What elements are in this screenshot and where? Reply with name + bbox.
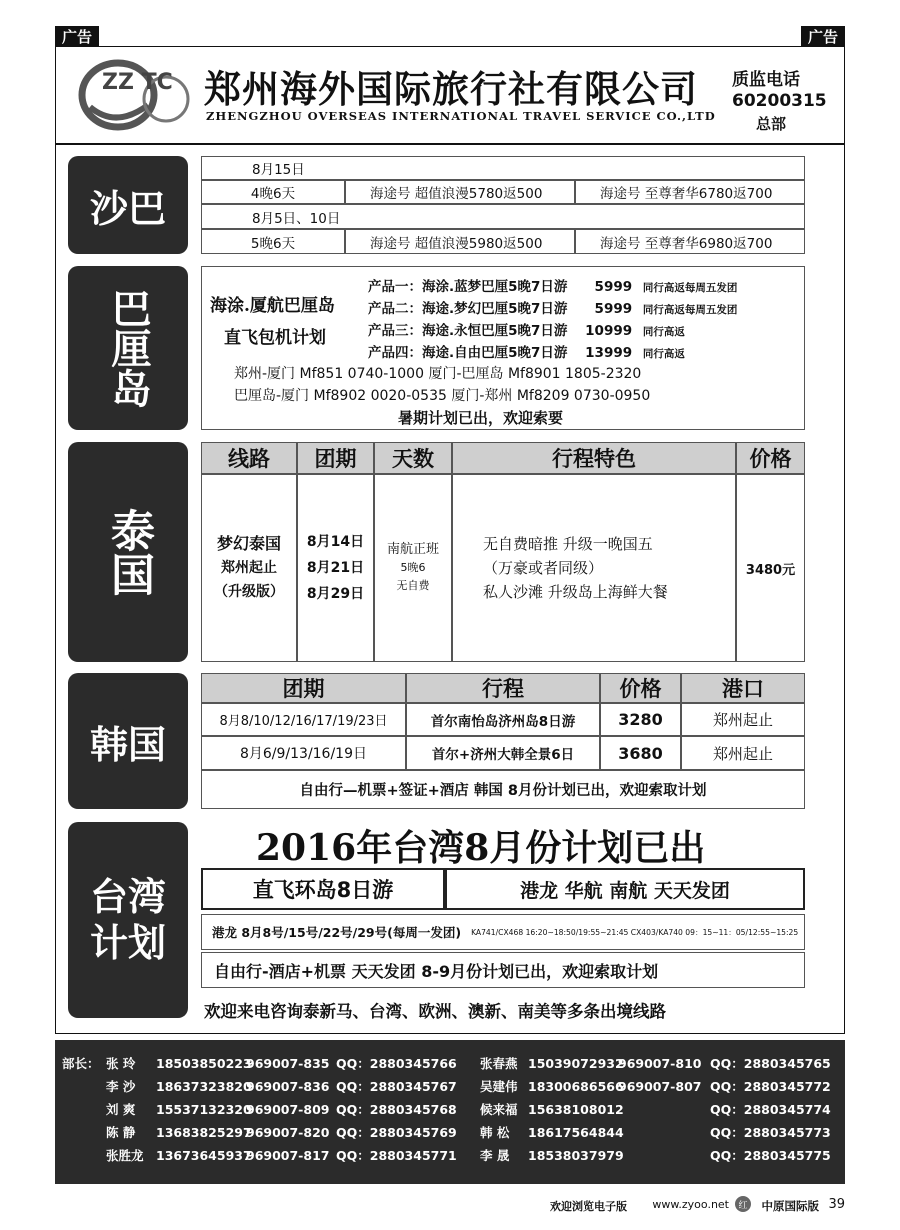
bali-flights-1: 郑州-厦门 Mf851 0740-1000 厦门-巴厘岛 Mf8901 1805-2320 <box>234 366 642 382</box>
section-title-sabah: 沙巴 <box>68 156 188 254</box>
korea-row1-route: 首尔南怡岛济州岛8日游 <box>406 703 600 736</box>
bali-product-2: 产品二：海途.梦幻巴厘5晚7日游 5999 同行高返每周五发团 <box>368 301 738 317</box>
korea-row1-price: 3280 <box>600 703 681 736</box>
thai-features: 无自费暗推 升级一晚国五 （万豪或者同级） 私人沙滩 升级岛上海鲜大餐 <box>452 474 736 662</box>
thai-header-features: 行程特色 <box>452 442 736 474</box>
sabah-row1-a: 海途号 超值浪漫5780返500 <box>345 180 575 204</box>
company-name-en: ZHENGZHOU OVERSEAS INTERNATIONAL TRAVEL SERVICE CO.,LTD <box>206 109 716 123</box>
header-banner <box>55 46 845 144</box>
section-title-bali: 巴厘岛 <box>68 266 188 430</box>
contact-row: 韩 松 18617564844 QQ：2880345773 <box>480 1125 831 1140</box>
footer-edition: 中原国际版 <box>761 1199 819 1213</box>
thai-price: 3480元 <box>736 474 805 662</box>
sabah-row2-b: 海途号 至尊奢华6980返700 <box>575 229 805 254</box>
sabah-row2-days: 5晚6天 <box>201 229 345 254</box>
company-logo-icon <box>76 55 196 135</box>
contact-row: 李 晟 18538037979 QQ：2880345775 <box>480 1148 831 1163</box>
bali-product-3: 产品三：海途.永恒巴厘5晚7日游 10999 同行高返 <box>368 323 685 339</box>
sabah-row1-days: 4晚6天 <box>201 180 345 204</box>
sabah-date1: 8月15日 <box>201 156 805 180</box>
korea-row2-price: 3680 <box>600 736 681 770</box>
ad-tag-right: 广告 <box>801 26 845 46</box>
korea-header-route: 行程 <box>406 673 600 703</box>
bali-product-4: 产品四：海途.自由巴厘5晚7日游 13999 同行高返 <box>368 345 685 361</box>
korea-row2-route: 首尔+济州大韩全景6日 <box>406 736 600 770</box>
contact-row: 张春燕 15039072932969007-810 QQ：2880345765 <box>480 1056 831 1071</box>
korea-header-price: 价格 <box>600 673 681 703</box>
bali-footer: 暑期计划已出，欢迎索要 <box>398 409 564 427</box>
thai-route: 梦幻泰国 郑州起止 （升级版） <box>201 474 297 662</box>
company-name-cn: 郑州海外国际旅行社有限公司 <box>204 67 698 111</box>
taiwan-box-left: 直飞环岛8日游 <box>201 868 445 910</box>
korea-footer: 自由行—机票+签证+酒店 韩国 8月份计划已出，欢迎索取计划 <box>201 770 805 809</box>
page-footer <box>55 1190 845 1220</box>
footer-url[interactable]: www.zyoo.net <box>652 1198 729 1211</box>
bali-box <box>201 266 805 430</box>
taiwan-flight-row: 港龙 8月8号/15号/22号/29号(每周一发团) KA741/CX468 16:20~18:50/19:55~21:45 CX403/KA740 09：15~11：05/12:55~15:25 <box>201 914 805 950</box>
thai-header-price: 价格 <box>736 442 805 474</box>
contact-row: 部长： 张 玲 18503850223969007-835 QQ：2880345766 <box>62 1056 457 1071</box>
taiwan-headline: 2016年台湾8月份计划已出 <box>256 827 706 869</box>
taiwan-free-row: 自由行-酒店+机票 天天发团 8-9月份计划已出，欢迎索取计划 <box>201 952 805 988</box>
logo-letters: ZZ TC <box>102 70 173 95</box>
korea-row2-dates: 8月6/9/13/16/19日 <box>201 736 406 770</box>
ad-tag-left: 广告 <box>55 26 99 46</box>
korea-header-dates: 团期 <box>201 673 406 703</box>
contact-row: 候来福 15638108012 QQ：2880345774 <box>480 1102 831 1117</box>
contacts-left <box>62 1052 472 1167</box>
section-title-thailand: 泰国 <box>68 442 188 662</box>
korea-row2-port: 郑州起止 <box>681 736 805 770</box>
footer-badge-icon: 红 <box>735 1196 751 1212</box>
korea-header-port: 港口 <box>681 673 805 703</box>
contact-row: 陈 静 13683825297969007-820 QQ：2880345769 <box>106 1125 457 1140</box>
bali-product-1: 产品一：海涂.蓝梦巴厘5晚7日游 5999 同行高返每周五发团 <box>368 279 738 295</box>
bali-left-title: 海涂.厦航巴厘岛 <box>210 296 335 316</box>
contact-row: 张胜龙 13673645937969007-817 QQ：2880345771 <box>106 1148 457 1163</box>
hotline-label: 质监电话 <box>732 70 800 90</box>
sabah-row1-b: 海途号 至尊奢华6780返700 <box>575 180 805 204</box>
section-title-taiwan: 台湾计划 <box>68 822 188 1018</box>
thai-header-route: 线路 <box>201 442 297 474</box>
sabah-date2: 8月5日、10日 <box>201 204 805 229</box>
thai-header-days: 天数 <box>374 442 452 474</box>
bali-flights-2: 巴厘岛-厦门 Mf8902 0020-0535 厦门-郑州 Mf8209 0730-0950 <box>234 388 651 404</box>
taiwan-welcome: 欢迎来电咨询泰新马、台湾、欧洲、澳新、南美等多条出境线路 <box>204 1002 666 1021</box>
contacts-right <box>480 1052 840 1167</box>
contact-row: 李 沙 18637323820969007-836 QQ：2880345767 <box>106 1079 457 1094</box>
sabah-row2-a: 海途号 超值浪漫5980返500 <box>345 229 575 254</box>
korea-row1-dates: 8月8/10/12/16/17/19/23日 <box>201 703 406 736</box>
section-title-korea: 韩国 <box>68 673 188 809</box>
taiwan-box-right: 港龙 华航 南航 天天发团 <box>445 868 805 910</box>
contact-row: 刘 爽 15537132320969007-809 QQ：2880345768 <box>106 1102 457 1117</box>
footer-browse: 欢迎浏览电子版 <box>550 1200 627 1213</box>
contact-row: 吴建伟 18300686566969007-807 QQ：2880345772 <box>480 1079 831 1094</box>
thai-days: 南航正班 5晚6 无自费 <box>374 474 452 662</box>
korea-row1-port: 郑州起止 <box>681 703 805 736</box>
hotline-hq: 总部 <box>756 115 787 133</box>
thai-dates: 8月14日 8月21日 8月29日 <box>297 474 374 662</box>
bali-left-subtitle: 直飞包机计划 <box>224 328 326 348</box>
hotline-number: 60200315 <box>732 91 827 111</box>
page-number: 39 <box>828 1197 845 1212</box>
thai-header-dates: 团期 <box>297 442 374 474</box>
